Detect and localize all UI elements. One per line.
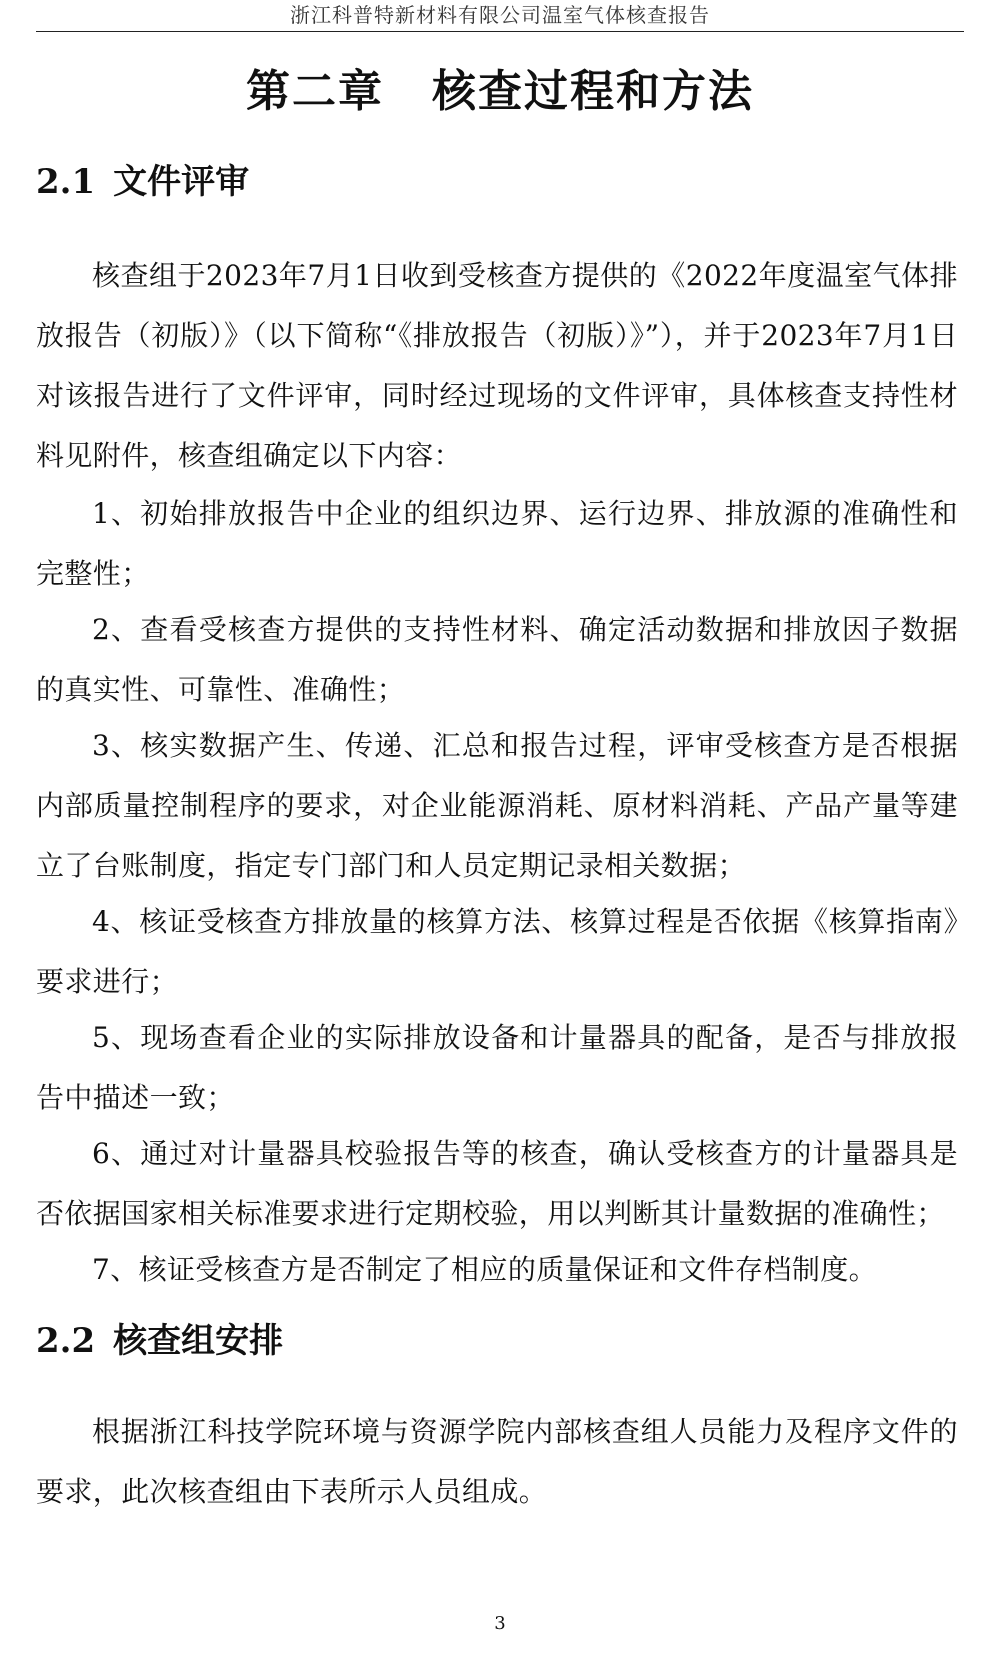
page-number: 3 (494, 1613, 506, 1634)
review-item-4: 4、核证受核查方排放量的核算方法、核算过程是否依据《核算指南》要求进行； (36, 905, 958, 998)
section-heading-2-2 (36, 1319, 283, 1363)
chapter-number: 第二章 (246, 66, 384, 117)
section-heading-2-1 (36, 160, 249, 204)
review-item-6: 6、通过对计量器具校验报告等的核查，确认受核查方的计量器具是否依据国家相关标准要求进行定期校验，用以判断其计量数据的准确性； (36, 1137, 958, 1230)
chapter-title-text: 核查过程和方法 (432, 66, 754, 117)
chapter-title (0, 64, 1000, 120)
section-number: 2.2 (36, 1321, 96, 1361)
team-arrangement-paragraph: 根据浙江科技学院环境与资源学院内部核查组人员能力及程序文件的要求，此次核查组由下表所示人员组成。 (36, 1415, 958, 1508)
review-item-5: 5、现场查看企业的实际排放设备和计量器具的配备，是否与排放报告中描述一致； (36, 1021, 958, 1114)
section-title: 核查组安排 (113, 1321, 284, 1361)
section-number: 2.1 (36, 162, 96, 202)
section-title: 文件评审 (113, 162, 250, 202)
running-header: 浙江科普特新材料有限公司温室气体核查报告 (36, 0, 964, 32)
document-review-intro: 核查组于2023年7月1日收到受核查方提供的《2022年度温室气体排放报告（初版）》（以下简称“《排放报告（初版）》”），并于2023年7月1日对该报告进行了文件评审，同时经过现场的文件评审，具体核查支持性材料见附件，核查组确定以下内容： (36, 259, 958, 472)
review-item-7: 7、核证受核查方是否制定了相应的质量保证和文件存档制度。 (92, 1253, 878, 1286)
review-item-1: 1、初始排放报告中企业的组织边界、运行边界、排放源的准确性和完整性； (36, 497, 958, 590)
review-item-3: 3、核实数据产生、传递、汇总和报告过程，评审受核查方是否根据内部质量控制程序的要求，对企业能源消耗、原材料消耗、产品产量等建立了台账制度，指定专门部门和人员定期记录相关数据； (36, 729, 958, 882)
review-item-2: 2、查看受核查方提供的支持性材料、确定活动数据和排放因子数据的真实性、可靠性、准确性； (36, 613, 958, 706)
